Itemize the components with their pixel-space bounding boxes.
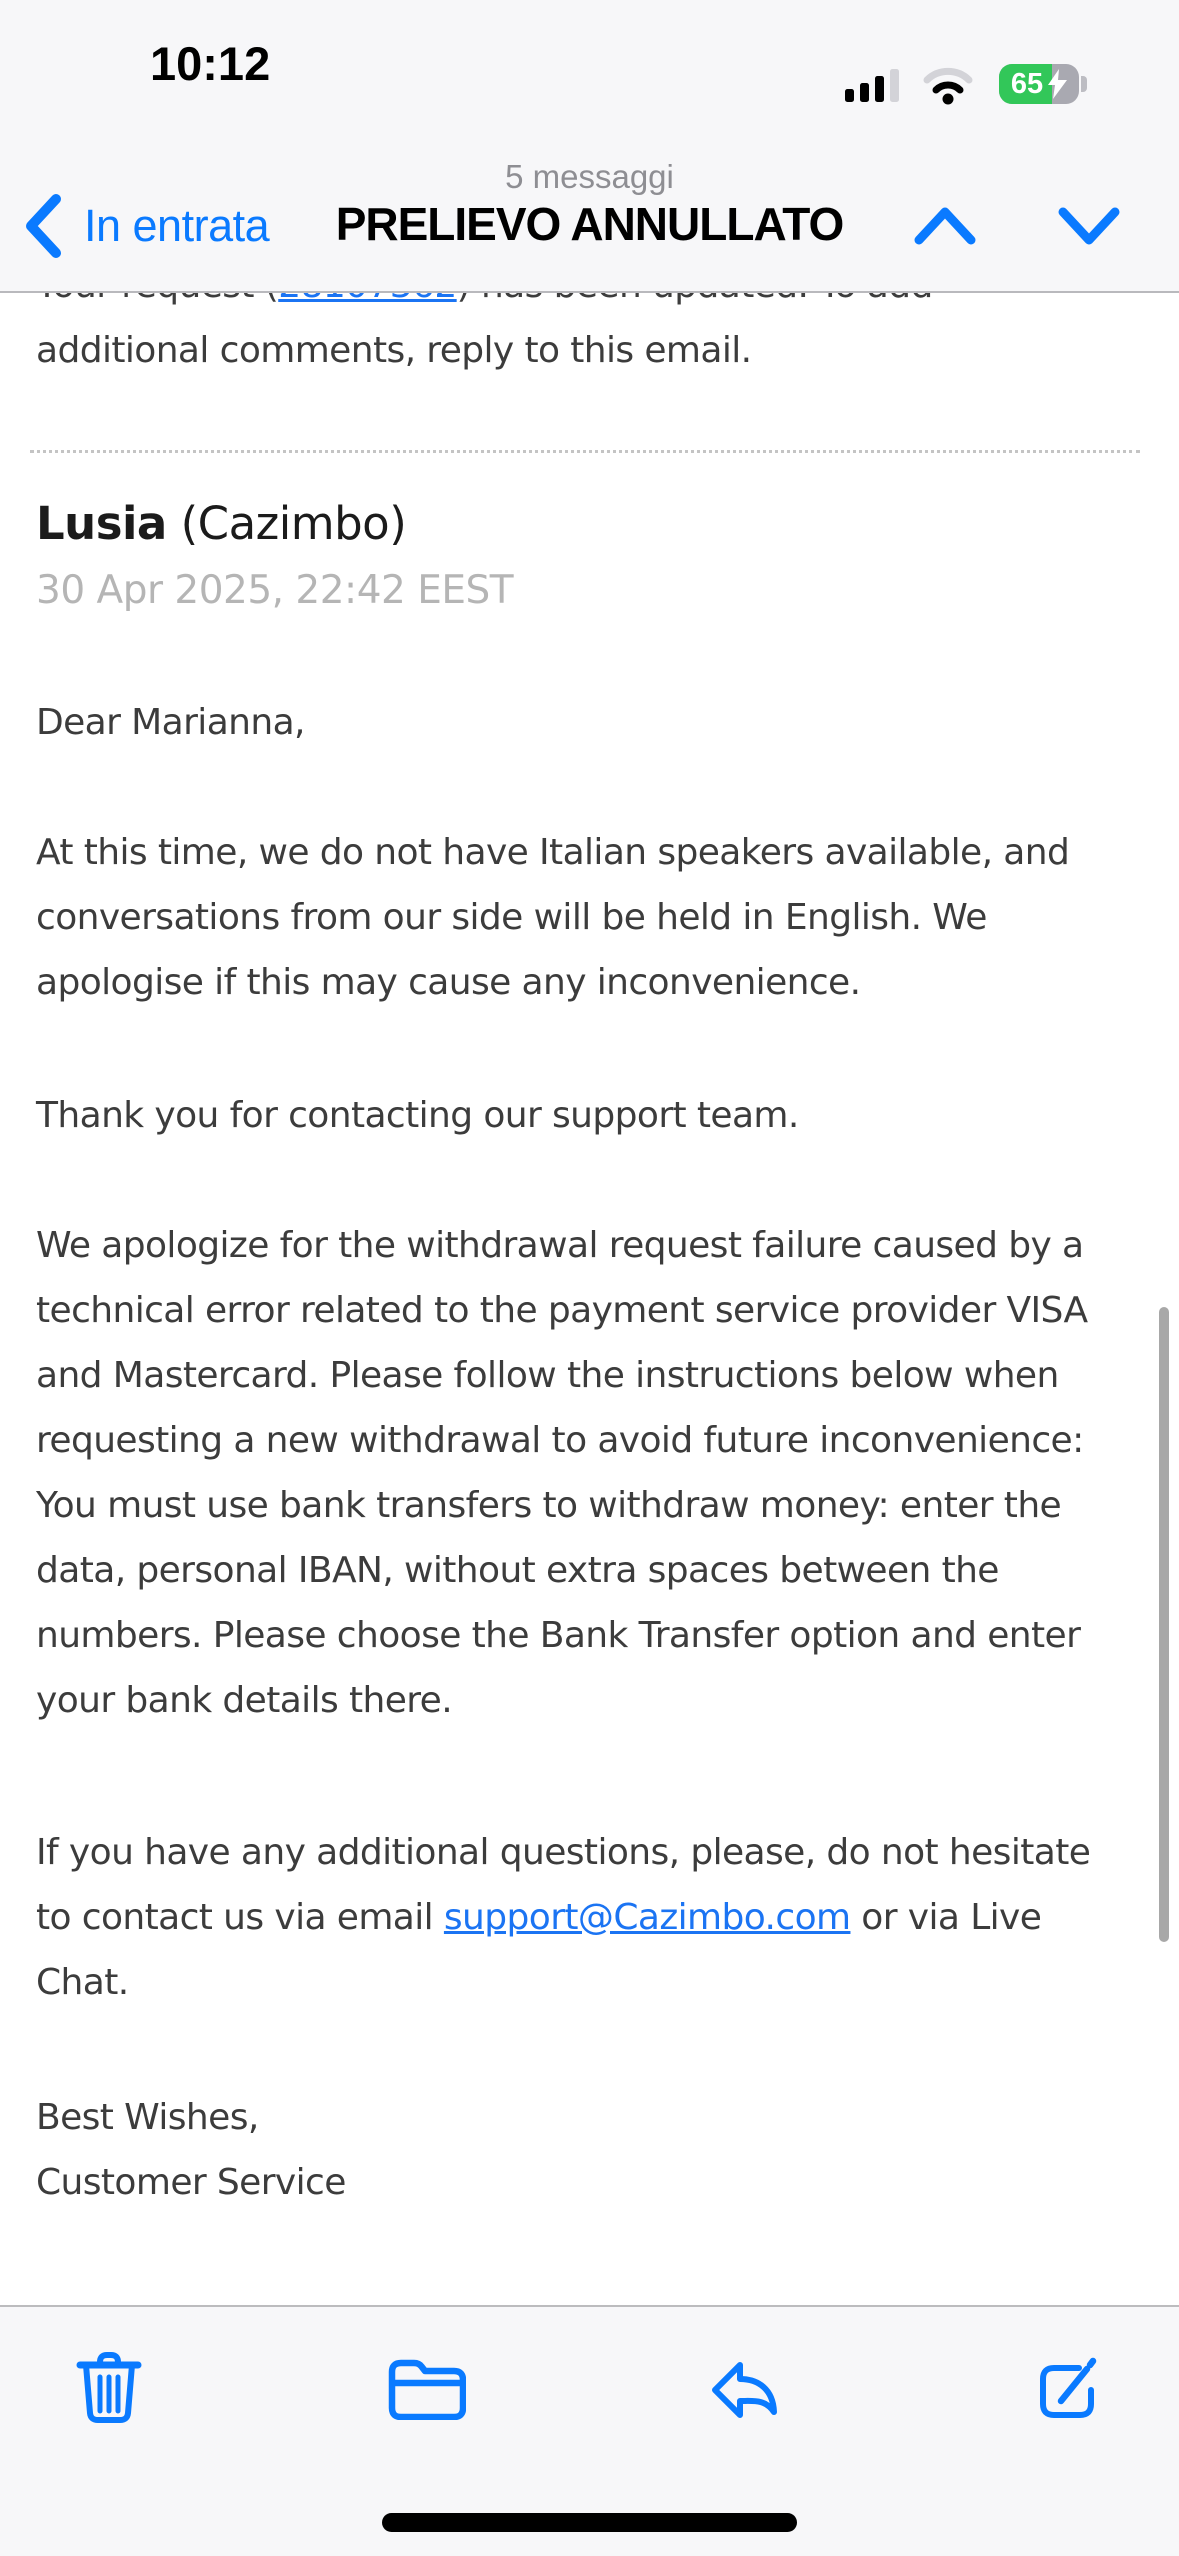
instructions-paragraph bbox=[36, 1213, 1143, 1733]
compose-button[interactable] bbox=[1033, 2352, 1101, 2422]
thanks-paragraph bbox=[36, 1083, 1143, 1148]
sender-org: (Cazimbo) bbox=[166, 497, 407, 550]
scrollbar-thumb[interactable] bbox=[1159, 1307, 1169, 1942]
language-line-2: conversations from our side will be held in English. We bbox=[36, 897, 987, 938]
chevron-left-icon bbox=[22, 193, 62, 259]
wifi-icon bbox=[923, 66, 973, 106]
sender-line bbox=[36, 497, 406, 550]
reply-button[interactable] bbox=[709, 2356, 785, 2422]
trash-button[interactable] bbox=[76, 2350, 142, 2424]
sender-name: Lusia bbox=[36, 497, 167, 550]
contact-line2-prefix: to contact us via email bbox=[36, 1897, 444, 1938]
language-line-1: At this time, we do not have Italian speakers available, and bbox=[36, 832, 1070, 873]
back-button-label: In entrata bbox=[84, 200, 270, 251]
instructions-line-6: data, personal IBAN, without extra spaces between the bbox=[36, 1550, 999, 1591]
instructions-line-7: numbers. Please choose the Bank Transfer option and enter bbox=[36, 1615, 1081, 1656]
charging-bolt-icon bbox=[1046, 69, 1070, 99]
salutation-line: Dear Marianna, bbox=[36, 702, 305, 743]
salutation bbox=[36, 690, 1143, 755]
next-message-button[interactable] bbox=[1057, 204, 1121, 248]
signoff-paragraph bbox=[36, 2085, 1143, 2215]
contact-paragraph bbox=[36, 1820, 1143, 2015]
dotted-divider bbox=[30, 450, 1140, 453]
contact-line2-suffix: or via Live bbox=[850, 1897, 1042, 1938]
folder-button[interactable] bbox=[388, 2358, 466, 2420]
language-line-3: apologise if this may cause any inconvenience. bbox=[36, 962, 861, 1003]
instructions-line-4: requesting a new withdrawal to avoid future inconvenience: bbox=[36, 1420, 1084, 1461]
instructions-line-5: You must use bank transfers to withdraw money: enter the bbox=[36, 1485, 1062, 1526]
signoff-line-1: Best Wishes, bbox=[36, 2097, 259, 2138]
battery-icon bbox=[999, 64, 1079, 104]
previous-message-button[interactable] bbox=[913, 204, 977, 248]
support-email-link[interactable]: support@Cazimbo.com bbox=[443, 1897, 851, 1938]
cellular-signal-icon bbox=[845, 66, 903, 104]
instructions-line-2: technical error related to the payment service provider VISA bbox=[36, 1290, 1088, 1331]
back-button[interactable] bbox=[22, 190, 269, 262]
page-title: PRELIEVO ANNULLATO bbox=[335, 198, 844, 250]
top-bar bbox=[0, 0, 1179, 293]
instructions-line-1: We apologize for the withdrawal request failure caused by a bbox=[36, 1225, 1084, 1266]
messages-count: 5 messaggi bbox=[505, 158, 674, 195]
signoff-line-2: Customer Service bbox=[36, 2162, 346, 2203]
update-notice-line2: additional comments, reply to this email. bbox=[36, 330, 752, 371]
status-time: 10:12 bbox=[150, 37, 271, 90]
instructions-line-3: and Mastercard. Please follow the instructions below when bbox=[36, 1355, 1059, 1396]
battery-nub bbox=[1081, 76, 1087, 92]
contact-line-1: If you have any additional questions, please, do not hesitate bbox=[36, 1832, 1091, 1873]
contact-line-2 bbox=[36, 1885, 1143, 1950]
battery-percent: 65 bbox=[1010, 68, 1044, 100]
language-paragraph bbox=[36, 820, 1143, 1015]
contact-line-3: Chat. bbox=[36, 1962, 129, 2003]
thanks-line: Thank you for contacting our support team. bbox=[36, 1095, 799, 1136]
home-indicator[interactable] bbox=[382, 2513, 797, 2532]
message-date: 30 Apr 2025, 22:42 EEST bbox=[36, 568, 514, 613]
instructions-line-8: your bank details there. bbox=[36, 1680, 453, 1721]
